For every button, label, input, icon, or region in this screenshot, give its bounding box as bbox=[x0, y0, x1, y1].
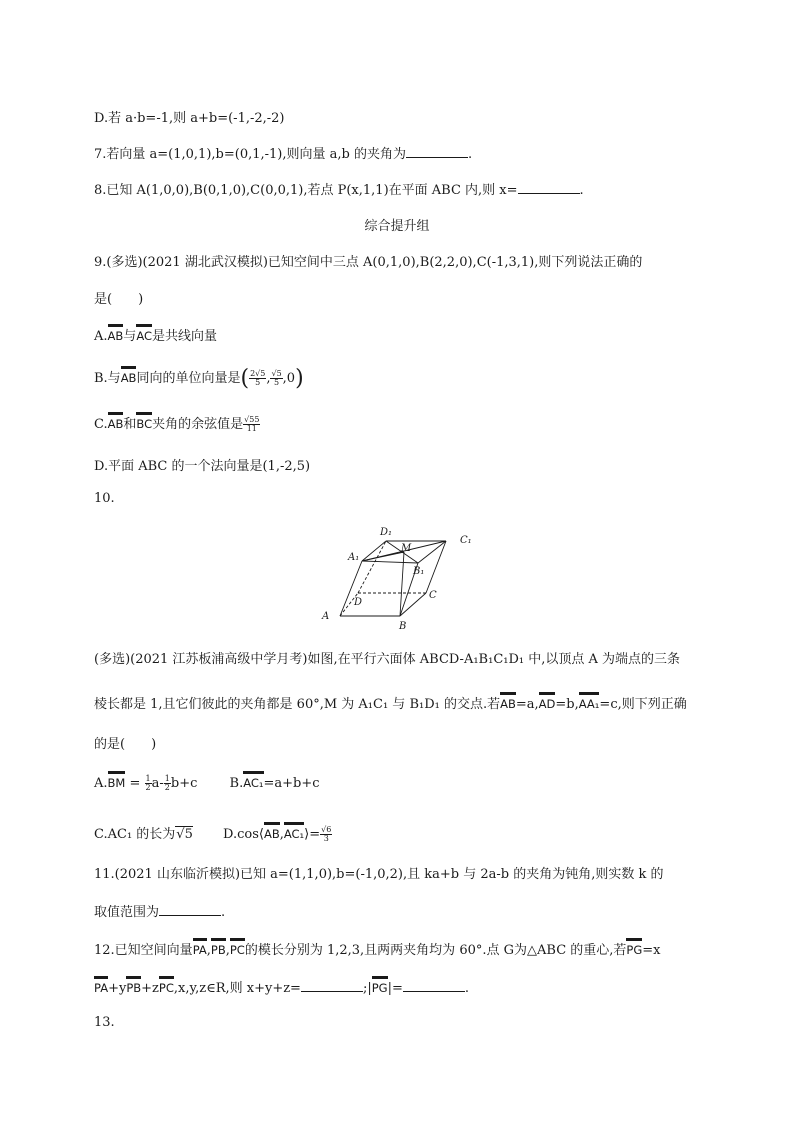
option-label: B. bbox=[229, 776, 244, 791]
vector: AB bbox=[107, 329, 124, 343]
seg-A1M bbox=[362, 552, 404, 561]
q12-text: , bbox=[225, 943, 230, 958]
q12-text: 的模长分别为 1,2,3,且两两夹角均为 60°.点 G为△ABC 的重心,若 bbox=[244, 943, 627, 958]
label-D: D bbox=[354, 597, 363, 608]
vector: AB bbox=[107, 417, 124, 431]
q11-text: 取值范围为 bbox=[94, 905, 160, 920]
q10-option-a bbox=[94, 776, 202, 791]
q9-option-b: B.与AB同向的单位向量是( $\frac{2√5}{5}$ , $\frac{√5}{5}$ ,0) bbox=[94, 366, 304, 391]
vector: AA₁ bbox=[578, 697, 600, 711]
option-text: 和 bbox=[123, 417, 137, 432]
q9-stem-line1: 9.(多选)(2021 湖北武汉模拟)已知空间中三点 A(0,1,0),B(2,2,0),C(-1,3,1),则下列说法正确的 bbox=[94, 255, 643, 270]
vector: PB bbox=[126, 981, 142, 995]
q12-text: +y bbox=[108, 981, 127, 996]
q10-options-ab bbox=[94, 775, 320, 792]
option-label: A. bbox=[94, 329, 108, 344]
option-text: 夹角的余弦值是 bbox=[152, 417, 244, 432]
q10-stem-line2 bbox=[94, 693, 687, 712]
q9-option-d: D.平面 ABC 的一个法向量是(1,-2,5) bbox=[94, 459, 311, 474]
vector: AC₁ bbox=[283, 827, 305, 841]
vector: PG bbox=[626, 943, 643, 957]
vector: AB bbox=[500, 697, 516, 711]
q7-text: 7.若向量 a=(1,0,1),b=(0,1,-1),则向量 a,b 的夹角为 bbox=[94, 147, 406, 162]
label-C: C bbox=[429, 590, 437, 601]
q9-option-c bbox=[94, 413, 260, 433]
vector: PC bbox=[158, 981, 174, 995]
option-text: 与 bbox=[123, 329, 137, 344]
q10-option-d bbox=[223, 827, 332, 842]
vector: AC₁ bbox=[243, 776, 264, 790]
q10-stem-line1: (多选)(2021 江苏板浦高级中学月考)如图,在平行六面体 ABCD-A₁B₁C₁D₁ 中,以顶点 A 为端点的三条 bbox=[94, 652, 681, 667]
q11-answer-blank[interactable] bbox=[159, 903, 221, 916]
label-B: B bbox=[399, 621, 407, 632]
label-D1: D₁ bbox=[380, 527, 393, 538]
option-label: B.与 bbox=[94, 371, 121, 386]
q11-end: . bbox=[221, 905, 226, 920]
option-text: 同向的单位向量是 bbox=[136, 371, 241, 386]
q11-line1: 11.(2021 山东临沂模拟)已知 a=(1,1,0),b=(-1,0,2),且 ka+b 与 2a-b 的夹角为钝角,则实数 k 的 bbox=[94, 867, 664, 882]
q12-text: , bbox=[206, 943, 211, 958]
q10-number: 10. bbox=[94, 491, 115, 506]
option-text: a- bbox=[151, 776, 164, 791]
option-text: 是共线向量 bbox=[152, 329, 218, 344]
q10-options-cd bbox=[94, 823, 332, 843]
sqrt-value: √5 bbox=[176, 827, 193, 842]
q13-number: 13. bbox=[94, 1015, 115, 1030]
vector: AB bbox=[120, 371, 137, 385]
option-text: b+c bbox=[170, 776, 198, 791]
option-text: , bbox=[279, 827, 284, 842]
vector: PA bbox=[94, 981, 109, 995]
q10-option-b bbox=[230, 776, 320, 791]
edge-DD1-hidden bbox=[358, 541, 386, 593]
fraction: $\frac{1}{2}$ bbox=[145, 774, 151, 792]
q12-end: . bbox=[464, 981, 469, 996]
option-text: = bbox=[129, 776, 141, 791]
vector: AD bbox=[538, 697, 556, 711]
parallelepiped-figure bbox=[318, 521, 478, 632]
label-M: M bbox=[401, 543, 412, 554]
q12-answer-blank-2[interactable] bbox=[403, 979, 465, 992]
vector: PA bbox=[192, 943, 207, 957]
option-text: =a+b+c bbox=[263, 776, 320, 791]
option-label: C. bbox=[94, 417, 108, 432]
q12-text: +z bbox=[141, 981, 159, 996]
vector: PB bbox=[210, 943, 226, 957]
paren-close: ) bbox=[295, 366, 304, 391]
q12-text: 12.已知空间向量 bbox=[94, 943, 193, 958]
label-B1: B₁ bbox=[413, 566, 425, 577]
stem-text: =a, bbox=[515, 697, 539, 712]
q12-text: =x bbox=[642, 943, 661, 958]
vector: PC bbox=[229, 943, 245, 957]
option-text: C.AC₁ 的长为 bbox=[94, 827, 176, 842]
vector: AC bbox=[136, 329, 153, 343]
fraction: $\frac{1}{2}$ bbox=[164, 774, 170, 792]
q8-end: . bbox=[579, 183, 584, 198]
q10-stem-line3: 的是( ) bbox=[94, 737, 157, 752]
q12-text: ;| bbox=[362, 981, 372, 996]
q9-option-a bbox=[94, 325, 217, 344]
label-A1: A₁ bbox=[348, 552, 360, 563]
q12-text: ,x,y,z∈R,则 x+y+z= bbox=[173, 981, 301, 996]
vector: BC bbox=[136, 417, 153, 431]
q8-text: 8.已知 A(1,0,0),B(0,1,0),C(0,0,1),若点 P(x,1,1)在平面 ABC 内,则 x= bbox=[94, 183, 518, 198]
paren-open: ( bbox=[240, 366, 250, 391]
q6-option-d: D.若 a·b=-1,则 a+b=(-1,-2,-2) bbox=[94, 111, 285, 126]
q10-option-c bbox=[94, 826, 197, 842]
q12-text: |= bbox=[387, 981, 403, 996]
parallelepiped-svg bbox=[318, 521, 478, 632]
fraction: $\frac{2√5}{5}$ bbox=[250, 369, 266, 387]
q7-answer-blank[interactable] bbox=[406, 145, 468, 158]
q7-end: . bbox=[467, 147, 473, 162]
q12-answer-blank-1[interactable] bbox=[301, 979, 363, 992]
q11-line2 bbox=[94, 901, 225, 920]
q8-answer-blank[interactable] bbox=[518, 181, 580, 194]
fraction: $\frac{√6}{3}$ bbox=[321, 825, 332, 843]
q12-line1 bbox=[94, 939, 661, 958]
edge-A1B1 bbox=[362, 561, 418, 563]
stem-text: =c,则下列正确 bbox=[599, 697, 687, 712]
q12-line2 bbox=[94, 977, 469, 996]
option-label: A. bbox=[94, 776, 108, 791]
option-text: D.cos⟨ bbox=[223, 827, 264, 842]
question-8 bbox=[94, 179, 584, 198]
stem-text: =b, bbox=[555, 697, 579, 712]
stem-text: 棱长都是 1,且它们彼此的夹角都是 60°,M 为 A₁C₁ 与 B₁D₁ 的交点.若 bbox=[94, 697, 501, 712]
fraction: $\frac{√55}{11}$ bbox=[244, 415, 260, 433]
label-C1: C₁ bbox=[460, 535, 472, 546]
label-A: A bbox=[322, 611, 330, 622]
option-text: ⟩= bbox=[304, 827, 321, 842]
fraction: $\frac{√5}{5}$ bbox=[271, 369, 282, 387]
vector: BM bbox=[107, 776, 126, 790]
option-text: ,0 bbox=[282, 371, 296, 386]
section-title: 综合提升组 bbox=[364, 219, 430, 234]
question-7 bbox=[94, 143, 472, 162]
vector: AB bbox=[263, 827, 280, 841]
vector: PG bbox=[371, 981, 388, 995]
q9-stem-line2: 是( ) bbox=[94, 292, 144, 307]
